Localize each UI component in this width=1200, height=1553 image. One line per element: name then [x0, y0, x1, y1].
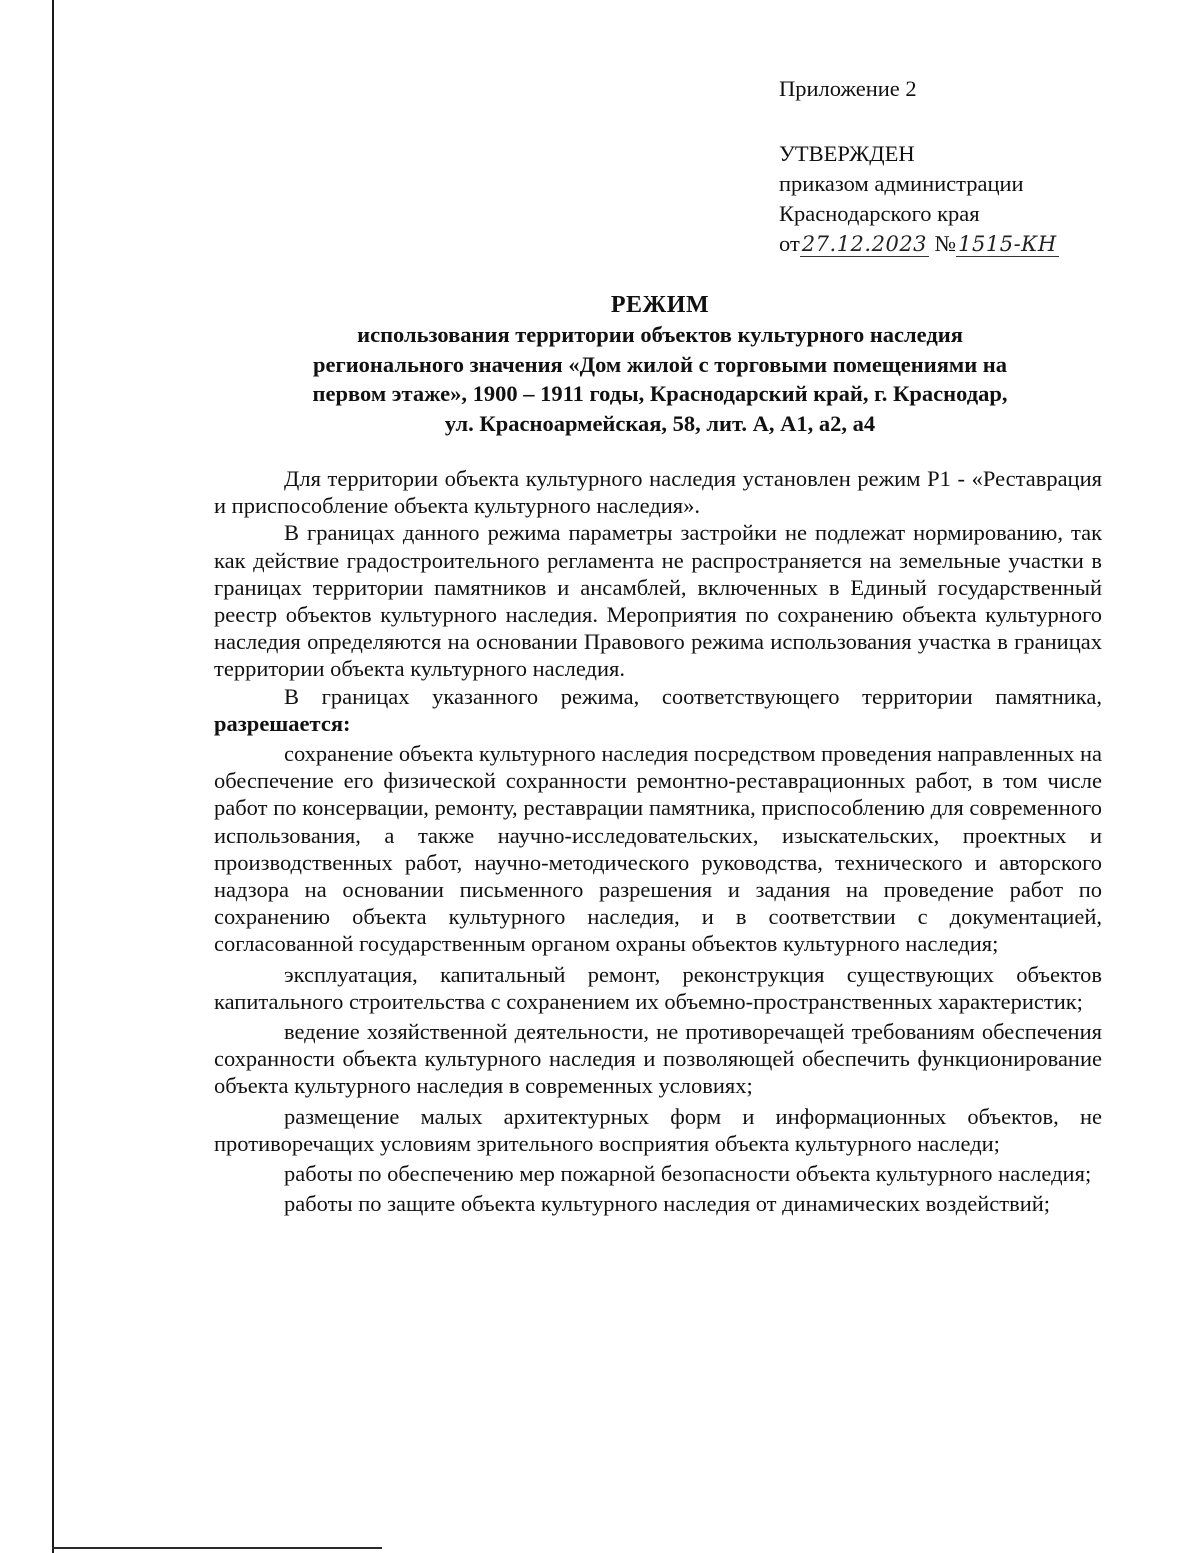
approval-date-line	[779, 229, 1159, 259]
paragraph-regime-r1: Для территории объекта культурного наследия установлен режим Р1 - «Реставрация и приспособление объекта культурного наследия».	[214, 466, 1102, 519]
title-line-2: регионального значения «Дом жилой с торговыми помещениями на	[312, 351, 1008, 377]
paragraph-small-forms: размещение малых архитектурных форм и информационных объектов, не противоречащих условиям зрительного восприятия объекта культурного наследи;	[214, 1103, 1102, 1156]
approval-stamp-block	[779, 74, 1159, 259]
permitted-intro-text: В границах указанного режима, соответствующего территории памятника,	[284, 683, 1102, 709]
paragraph-fire-safety: работы по обеспечению мер пожарной безопасности объекта культурного наследия;	[284, 1161, 1092, 1187]
annex-number: Приложение 2	[779, 76, 917, 101]
approved-label: УТВЕРЖДЕН	[779, 141, 915, 166]
paragraph-exploitation: эксплуатация, капитальный ремонт, реконструкция существующих объектов капитального строительства с сохранением их объемно-пространственных характеристик;	[214, 961, 1102, 1014]
scan-edge-left	[52, 0, 54, 1553]
permitted-bold-label: разрешается:	[214, 710, 351, 736]
title-line-4: ул. Красноармейская, 58, лит. А, А1, а2, а4	[444, 410, 876, 436]
paragraph-building-parameters: В границах данного режима параметры застройки не подлежат нормированию, так как действие градостроительного регламента не распространяется на земельные участки в границах территории памятников и ансамблей, включенных в Единый государственный реестр объектов культурного наследия. Мероприятия по сохранению объекта культурного наследия определяются на основании Правового режима использования участка в границах территории объекта культурного наследия.	[214, 520, 1102, 682]
handwritten-order-number: 1515-КН	[958, 232, 1057, 256]
document-title	[200, 290, 1120, 438]
handwritten-date: 27.12.2023	[801, 232, 928, 256]
title-line-1: использования территории объектов культурного наследия	[357, 322, 963, 347]
paragraph-permitted-intro	[214, 683, 1102, 737]
paragraph-dynamic-protection: работы по защите объекта культурного наследия от динамических воздействий;	[284, 1191, 1051, 1217]
document-body	[214, 465, 1102, 1217]
title-main: РЕЖИМ	[610, 292, 710, 318]
approval-line-2: Краснодарского края	[779, 201, 980, 226]
paragraph-preservation: сохранение объекта культурного наследия посредством проведения направленных на обеспечение его физической сохранности ремонтно-реставрационных работ, в том числе работ по консервации, ремонту, реставрации памятника, приспособлению для современного использования, а также научно-исследовательских, изыскательских, проектных и производственных работ, научно-методического руководства, технического и авторского надзора на основании письменного разрешения и задания на проведение работ по сохранению объекта культурного наследия, и в соответствии с документацией, согласованной государственным органом охраны объектов культурного наследия;	[214, 741, 1102, 957]
number-prefix: №	[934, 231, 957, 256]
title-line-3: первом этаже», 1900 – 1911 годы, Краснодарский край, г. Краснодар,	[312, 381, 1008, 406]
date-prefix: от	[779, 231, 800, 256]
approval-line-1: приказом администрации	[779, 171, 1024, 196]
paragraph-economic-activity: ведение хозяйственной деятельности, не противоречащей требованиям обеспечения сохранности объекта культурного наследия и позволяющей обеспечить функционирование объекта культурного наследия в современных условиях;	[214, 1019, 1102, 1099]
scan-edge-bottom	[52, 1547, 382, 1549]
